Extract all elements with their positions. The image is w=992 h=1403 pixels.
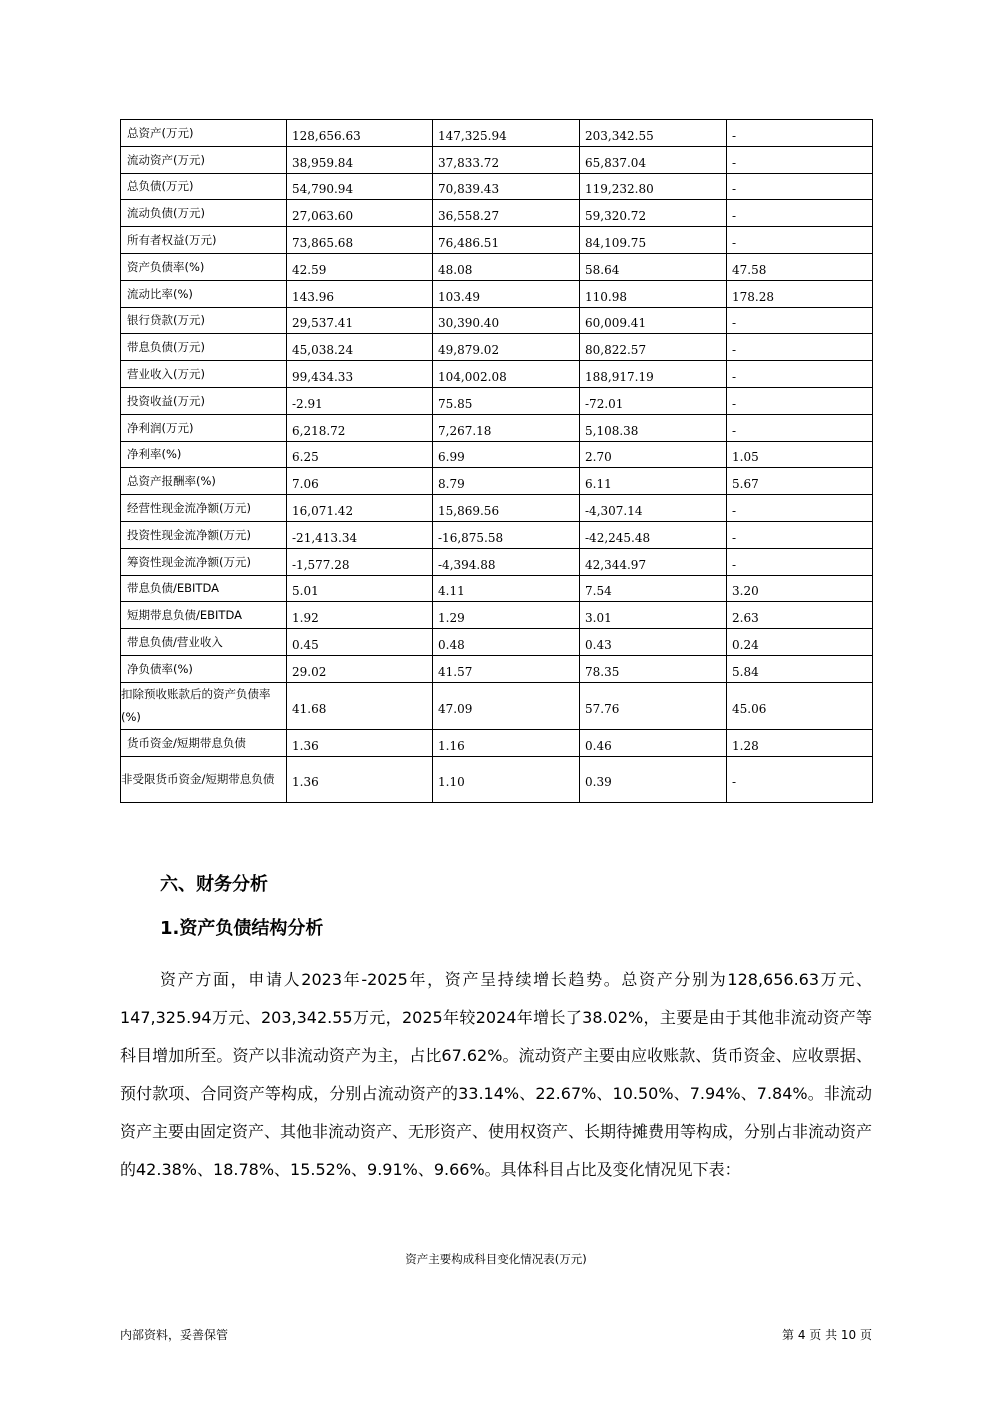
cell-value: -	[727, 548, 873, 575]
cell-value: 6.25	[287, 441, 433, 468]
cell-value: -1,577.28	[287, 548, 433, 575]
cell-value: 76,486.51	[433, 227, 580, 254]
footer-confidential: 内部资料，妥善保管	[120, 1328, 229, 1342]
row-label: 短期带息负债/EBITDA	[121, 602, 287, 629]
table-row	[121, 682, 873, 729]
table-row	[121, 200, 873, 227]
cell-value: 80,822.57	[580, 334, 727, 361]
row-label: 带息负债/营业收入	[121, 629, 287, 656]
cell-value: -21,413.34	[287, 521, 433, 548]
row-label: 银行贷款(万元)	[121, 307, 287, 334]
cell-value: 2.63	[727, 602, 873, 629]
cell-value: 7,267.18	[433, 414, 580, 441]
cell-value: 1.28	[727, 729, 873, 756]
row-label: 带息负债(万元)	[121, 334, 287, 361]
footer-page-number: 第 4 页 共 10 页	[782, 1328, 872, 1342]
row-label: 流动资产(万元)	[121, 146, 287, 173]
table-row	[121, 173, 873, 200]
cell-value: 6,218.72	[287, 414, 433, 441]
cell-value: 27,063.60	[287, 200, 433, 227]
cell-value: 0.24	[727, 629, 873, 656]
table-row	[121, 521, 873, 548]
cell-value: 65,837.04	[580, 146, 727, 173]
row-label: 经营性现金流净额(万元)	[121, 495, 287, 522]
cell-value: -	[727, 756, 873, 802]
cell-value: 99,434.33	[287, 361, 433, 388]
cell-value: 0.48	[433, 629, 580, 656]
cell-value: 30,390.40	[433, 307, 580, 334]
cell-value: -	[727, 120, 873, 147]
cell-value: -2.91	[287, 387, 433, 414]
cell-value: 1.29	[433, 602, 580, 629]
cell-value: 104,002.08	[433, 361, 580, 388]
cell-value: 57.76	[580, 682, 727, 729]
cell-value: -	[727, 146, 873, 173]
cell-value: 78.35	[580, 655, 727, 682]
cell-value: -	[727, 173, 873, 200]
row-label: 所有者权益(万元)	[121, 227, 287, 254]
cell-value: 42.59	[287, 253, 433, 280]
cell-value: 45,038.24	[287, 334, 433, 361]
cell-value: 5.01	[287, 575, 433, 602]
cell-value: 37,833.72	[433, 146, 580, 173]
cell-value: 73,865.68	[287, 227, 433, 254]
cell-value: 0.46	[580, 729, 727, 756]
cell-value: 36,558.27	[433, 200, 580, 227]
table-row	[121, 120, 873, 147]
cell-value: 75.85	[433, 387, 580, 414]
table-row	[121, 361, 873, 388]
row-label: 流动比率(%)	[121, 280, 287, 307]
row-label: 总资产(万元)	[121, 120, 287, 147]
cell-value: 45.06	[727, 682, 873, 729]
cell-value: 16,071.42	[287, 495, 433, 522]
row-label: 货币资金/短期带息负债	[121, 729, 287, 756]
cell-value: 3.20	[727, 575, 873, 602]
cell-value: 38,959.84	[287, 146, 433, 173]
cell-value: -16,875.58	[433, 521, 580, 548]
table-row	[121, 655, 873, 682]
cell-value: 41.57	[433, 655, 580, 682]
section-heading: 六、财务分析	[160, 874, 268, 895]
table-row	[121, 441, 873, 468]
table-row	[121, 387, 873, 414]
cell-value: -	[727, 307, 873, 334]
cell-value: -	[727, 334, 873, 361]
cell-value: -	[727, 495, 873, 522]
cell-value: 7.54	[580, 575, 727, 602]
row-label: 营业收入(万元)	[121, 361, 287, 388]
cell-value: -4,394.88	[433, 548, 580, 575]
cell-value: 110.98	[580, 280, 727, 307]
cell-value: 42,344.97	[580, 548, 727, 575]
financial-indicators-table	[120, 119, 873, 803]
row-label: 净负债率(%)	[121, 655, 287, 682]
cell-value: 6.99	[433, 441, 580, 468]
cell-value: -72.01	[580, 387, 727, 414]
cell-value: 0.45	[287, 629, 433, 656]
row-label: 非受限货币资金/短期带息负债	[121, 756, 287, 802]
cell-value: 1.16	[433, 729, 580, 756]
cell-value: 15,869.56	[433, 495, 580, 522]
table-row	[121, 602, 873, 629]
row-label: 资产负债率(%)	[121, 253, 287, 280]
cell-value: 58.64	[580, 253, 727, 280]
cell-value: 1.36	[287, 756, 433, 802]
table-row	[121, 146, 873, 173]
cell-value: -	[727, 200, 873, 227]
table-row	[121, 280, 873, 307]
cell-value: -	[727, 227, 873, 254]
table-row	[121, 414, 873, 441]
cell-value: 4.11	[433, 575, 580, 602]
row-label: 投资性现金流净额(万元)	[121, 521, 287, 548]
row-label: 总负债(万元)	[121, 173, 287, 200]
cell-value: 5,108.38	[580, 414, 727, 441]
table-row	[121, 468, 873, 495]
cell-value: 29,537.41	[287, 307, 433, 334]
cell-value: 119,232.80	[580, 173, 727, 200]
table-row	[121, 729, 873, 756]
row-label: 筹资性现金流净额(万元)	[121, 548, 287, 575]
cell-value: 128,656.63	[287, 120, 433, 147]
table-row	[121, 227, 873, 254]
cell-value: 29.02	[287, 655, 433, 682]
cell-value: 0.39	[580, 756, 727, 802]
row-label: 带息负债/EBITDA	[121, 575, 287, 602]
cell-value: 47.09	[433, 682, 580, 729]
cell-value: 1.92	[287, 602, 433, 629]
table-row	[121, 253, 873, 280]
row-label: 净利润(万元)	[121, 414, 287, 441]
cell-value: -	[727, 361, 873, 388]
cell-value: 188,917.19	[580, 361, 727, 388]
table-row	[121, 334, 873, 361]
cell-value: 41.68	[287, 682, 433, 729]
cell-value: 1.05	[727, 441, 873, 468]
cell-value: -	[727, 414, 873, 441]
cell-value: 0.43	[580, 629, 727, 656]
cell-value: 2.70	[580, 441, 727, 468]
cell-value: 6.11	[580, 468, 727, 495]
row-label: 流动负债(万元)	[121, 200, 287, 227]
table-row	[121, 756, 873, 802]
cell-value: 3.01	[580, 602, 727, 629]
cell-value: 8.79	[433, 468, 580, 495]
subsection-heading: 1.资产负债结构分析	[160, 918, 324, 939]
cell-value: -42,245.48	[580, 521, 727, 548]
analysis-paragraph: 资产方面，申请人2023年-2025年，资产呈持续增长趋势。总资产分别为128,656.63万元、147,325.94万元、203,342.55万元，2025年较2024年增长了38.02%，主要是由于其他非流动资产等科目增加所至。资产以非流动资产为主，占比67.62%。流动资产主要由应收账款、货币资金、应收票据、预付款项、合同资产等构成，分别占流动资产的33.14%、22.67%、10.50%、7.94%、7.84%。非流动资产主要由固定资产、其他非流动资产、无形资产、使用权资产、长期待摊费用等构成，分别占非流动资产的42.38%、18.78%、15.52%、9.91%、9.66%。具体科目占比及变化情况见下表：	[120, 970, 873, 1179]
row-label: 扣除预收账款后的资产负债率(%)	[121, 682, 287, 729]
table-row	[121, 548, 873, 575]
cell-value: 1.36	[287, 729, 433, 756]
cell-value: 5.67	[727, 468, 873, 495]
cell-value: 59,320.72	[580, 200, 727, 227]
cell-value: 47.58	[727, 253, 873, 280]
cell-value: 5.84	[727, 655, 873, 682]
cell-value: -	[727, 387, 873, 414]
cell-value: 70,839.43	[433, 173, 580, 200]
cell-value: 147,325.94	[433, 120, 580, 147]
cell-value: 54,790.94	[287, 173, 433, 200]
cell-value: 178.28	[727, 280, 873, 307]
table-row	[121, 629, 873, 656]
cell-value: 84,109.75	[580, 227, 727, 254]
cell-value: 103.49	[433, 280, 580, 307]
cell-value: 60,009.41	[580, 307, 727, 334]
table-row	[121, 495, 873, 522]
row-label: 净利率(%)	[121, 441, 287, 468]
row-label: 总资产报酬率(%)	[121, 468, 287, 495]
financial-indicators-body	[121, 120, 873, 803]
table-row	[121, 307, 873, 334]
cell-value: -4,307.14	[580, 495, 727, 522]
row-label: 投资收益(万元)	[121, 387, 287, 414]
cell-value: 49,879.02	[433, 334, 580, 361]
cell-value: 1.10	[433, 756, 580, 802]
cell-value: -	[727, 521, 873, 548]
cell-value: 203,342.55	[580, 120, 727, 147]
cell-value: 7.06	[287, 468, 433, 495]
cell-value: 48.08	[433, 253, 580, 280]
cell-value: 143.96	[287, 280, 433, 307]
table-caption: 资产主要构成科目变化情况表(万元)	[405, 1252, 587, 1266]
table-row	[121, 575, 873, 602]
